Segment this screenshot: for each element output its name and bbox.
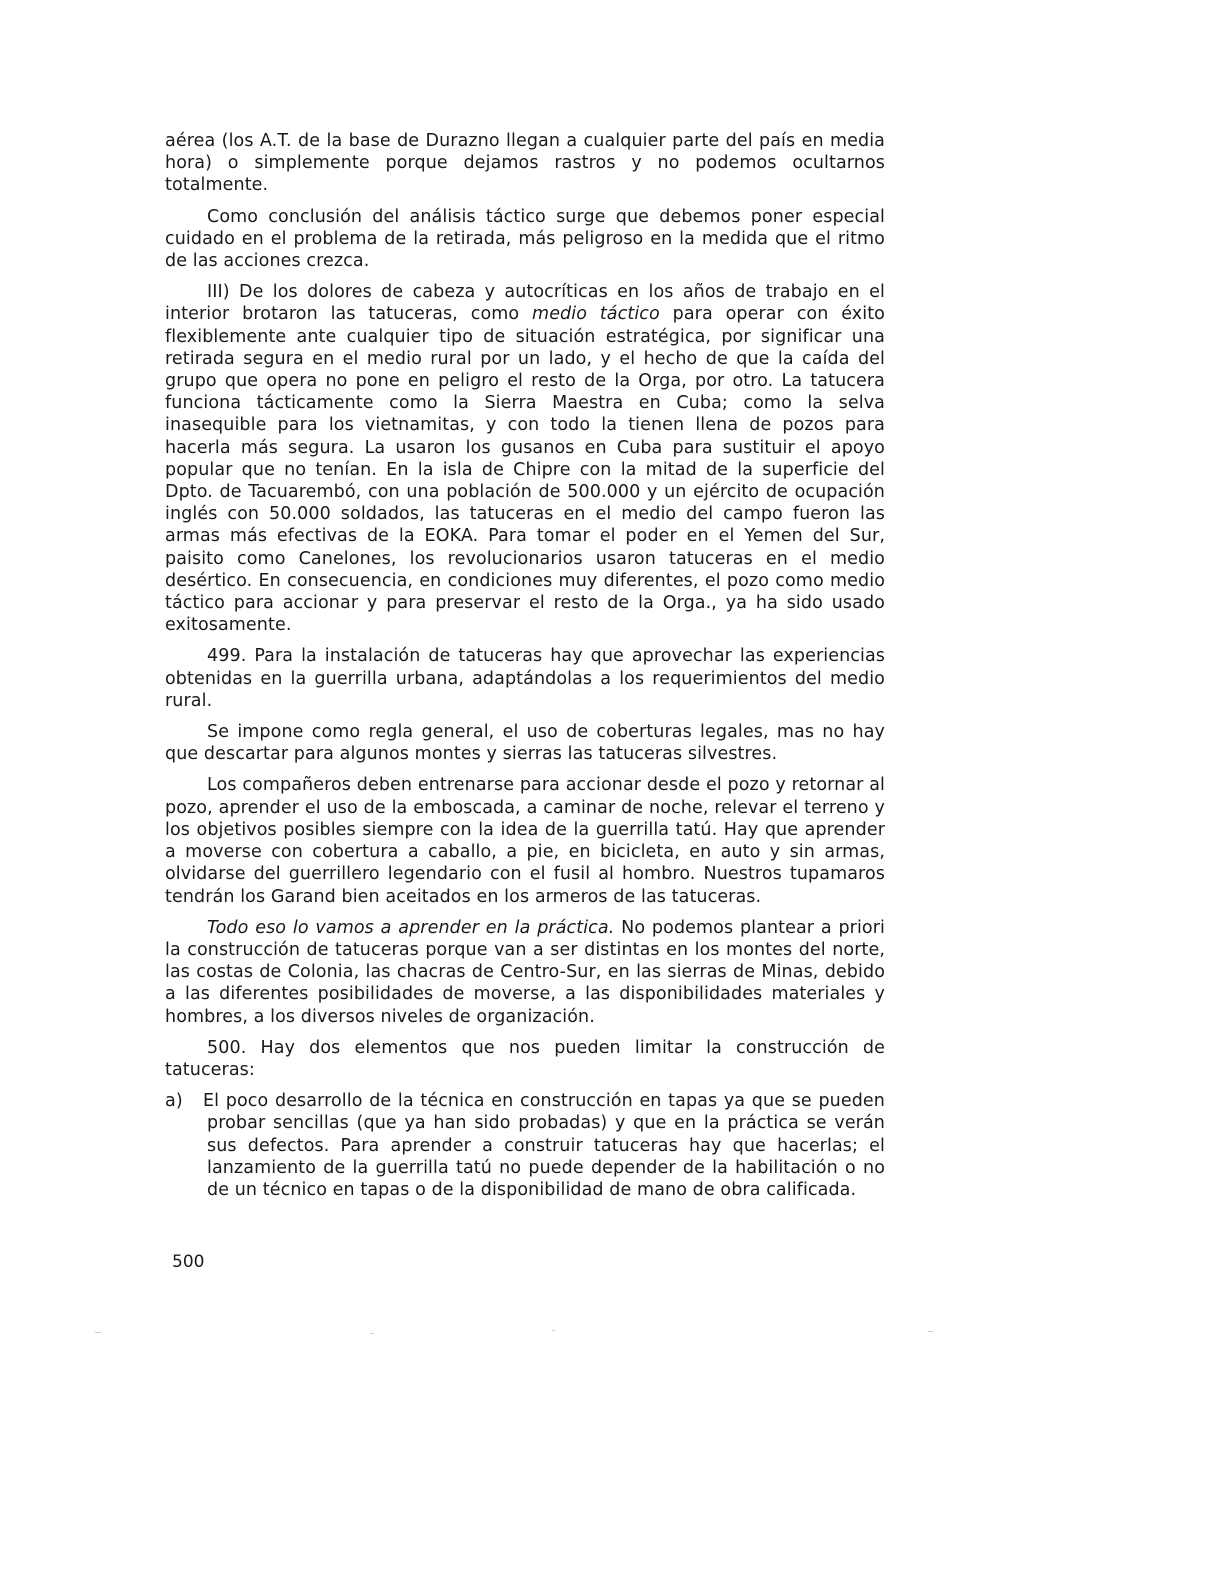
paragraph-section-iii-emphasis: medio táctico xyxy=(532,304,660,325)
scan-speck xyxy=(370,1333,374,1334)
paragraph-practice xyxy=(165,917,885,1028)
scan-speck xyxy=(95,1332,101,1333)
scan-speck xyxy=(928,1331,933,1332)
page-number: 500 xyxy=(172,1252,205,1272)
paragraph-500: 500. Hay dos elementos que nos pueden limitar la construcción de tatuceras: xyxy=(165,1037,885,1080)
paragraph-section-iii-start: III) De los dolores de cabeza y autocríticas en los años de trabajo en el interior brotaron las tatuceras, como xyxy=(165,282,885,325)
paragraph-continuation: aérea (los A.T. de la base de Durazno llegan a cualquier parte del país en media hora) o simplemente porque dejamos rastros y no podemos ocultarnos totalmente. xyxy=(165,131,885,196)
paragraph-practice-emphasis: Todo eso lo vamos a aprender en la práctica. xyxy=(207,917,615,938)
scan-speck xyxy=(552,1330,555,1331)
paragraph-training: Los compañeros deben entrenarse para accionar desde el pozo y retornar al pozo, aprender el uso de la emboscada, a caminar de noche, relevar el terreno y los objetivos posibles siempre con la idea de la guerrilla tatú. Hay que aprender a moverse con cobertura a caballo, a pie, en bicicleta, en auto y sin armas, olvidarse del guerrillero legendario con el fusil al hombro. Nuestros tupamaros tendrán los Garand bien aceitados en los armeros de las tatuceras. xyxy=(165,775,885,907)
paragraph-499: 499. Para la instalación de tatuceras hay que aprovechar las experiencias obtenidas en la guerrilla urbana, adaptándolas a los requerimientos del medio rural. xyxy=(165,646,885,711)
paragraph-section-iii-rest: para operar con éxito flexiblemente ante cualquier tipo de situación estratégica, por significar una retirada segura en el medio rural por un lado, y el hecho de que la caída del grupo que opera no pone en peligro el resto de la Orga, por otro. La tatucera funciona tácticamente como la Sierra Maestra en Cuba; como la selva inasequible para los vietnamitas, y con todo la tienen llena de pozos para hacerla más segura. La usaron los gusanos en Cuba para sustituir el apoyo popular que no tenían. En la isla de Chipre con la mitad de la superficie del Dpto. de Tacuarembó, con una población de 500.000 y un ejército de ocupación inglés con 50.000 soldados, las tatuceras en el medio del campo fueron las armas más efectivas de la EOKA. Para tomar el poder en el Yemen del Sur, paisito como Canelones, los revolucionarios usaron tatuceras en el medio desértico. En consecuencia, en condiciones muy diferentes, el pozo como medio táctico para accionar y para preservar el resto de la Orga., ya ha sido usado exitosamente. xyxy=(165,304,885,636)
paragraph-conclusion: Como conclusión del análisis táctico surge que debemos poner especial cuidado en el problema de la retirada, más peligroso en la medida que el ritmo de las acciones crezca. xyxy=(165,206,885,272)
list-marker-a: a) xyxy=(165,1091,183,1112)
list-item-a-text: El poco desarrollo de la técnica en construcción en tapas ya que se pueden probar sencillas (que ya han sido probadas) y que en la práctica se verán sus defectos. Para aprender a construir tatuceras hay que hacerlas; el lanzamiento de la guerrilla tatú no puede depender de la habilitación o no de un técnico en tapas o de la disponibilidad de mano de obra calificada. xyxy=(203,1091,885,1200)
paragraph-practice-rest: No podemos plantear a priori la construcción de tatuceras porque van a ser distintas en los montes del norte, las costas de Colonia, las chacras de Centro-Sur, en las sierras de Minas, debido a las diferentes posibilidades de moverse, a las disponibilidades materiales y hombres, a los diversos niveles de organización. xyxy=(165,917,885,1027)
paragraph-section-iii xyxy=(165,281,885,636)
paragraph-rule: Se impone como regla general, el uso de coberturas legales, mas no hay que descartar para algunos montes y sierras las tatuceras silvestres. xyxy=(165,722,885,765)
list-item-a xyxy=(165,1090,885,1201)
body-text xyxy=(165,130,885,1210)
